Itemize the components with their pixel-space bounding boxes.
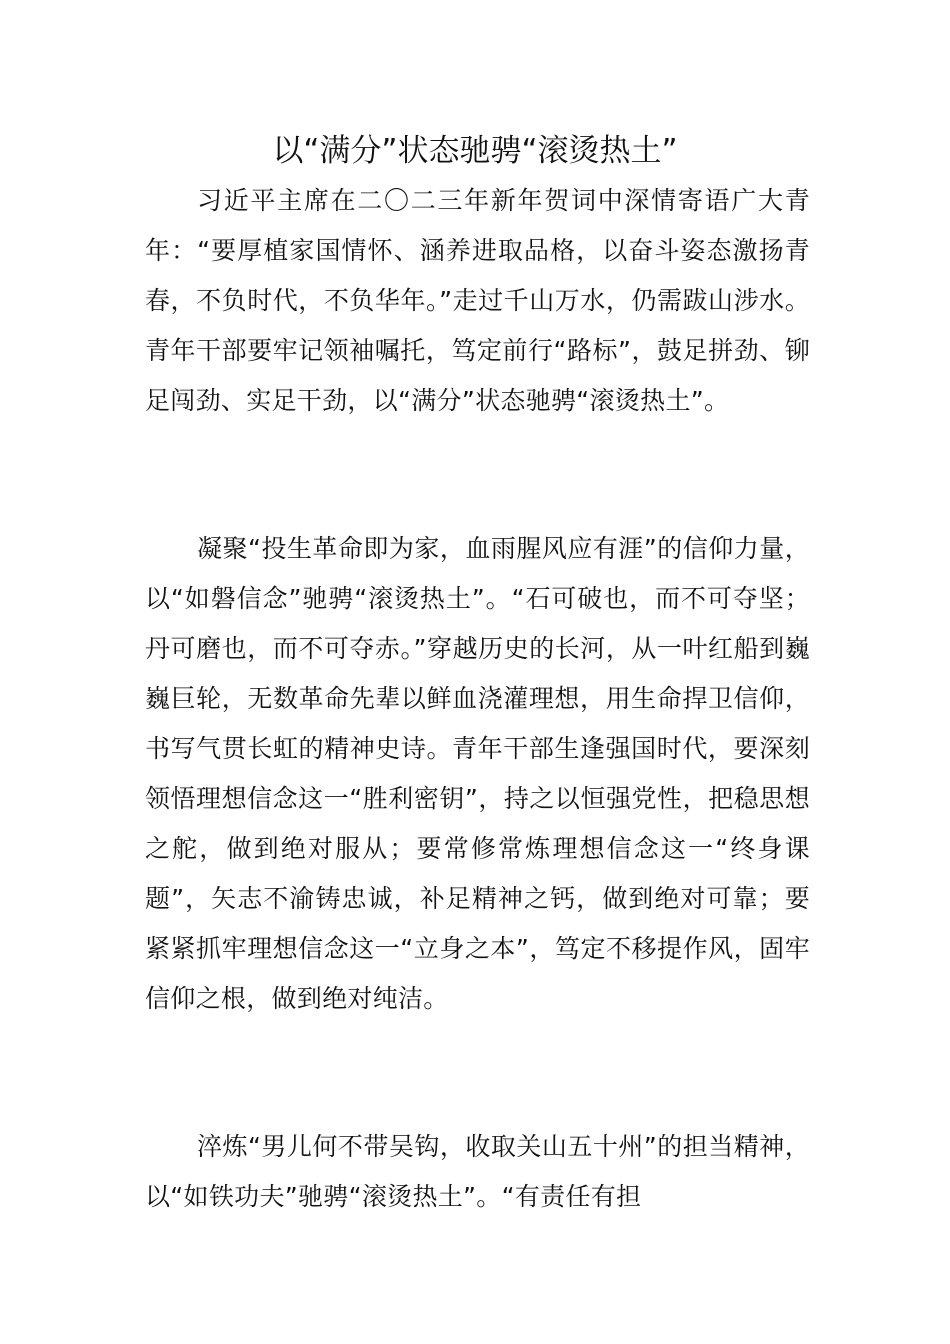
paragraph-2: 凝聚“投生革命即为家，血雨腥风应有涯”的信仰力量，以“如磐信念”驰骋“滚烫热土”。“石可破也，而不可夺坚；丹可磨也，而不可夺赤。”穿越历史的长河，从一叶红船到巍巍巨轮，无数革命先辈以鲜血浇灌理想，用生命捍卫信仰，书写气贯长虹的精神史诗。青年干部生逢强国时代，要深刻领悟理想信念这一“胜利密钥”，持之以恒强党性，把稳思想之舵，做到绝对服从；要常修常炼理想信念这一“终身课题”，矢志不渝铸忠诚，补足精神之钙，做到绝对可靠；要紧紧抓牢理想信念这一“立身之本”，笃定不移提作风，固牢信仰之根，做到绝对纯洁。 [145, 534, 810, 1013]
paragraph-3: 淬炼“男儿何不带吴钩，收取关山五十州”的担当精神，以“如铁功夫”驰骋“滚烫热土”。“有责任有担 [145, 1132, 810, 1211]
document-title: 以“满分”状态驰骋“滚烫热土” [272, 133, 678, 169]
paragraph-1: 习近平主席在二〇二三年新年贺词中深情寄语广大青年：“要厚植家国情怀、涵养进取品格，以奋斗姿态激扬青春，不负时代，不负华年。”走过千山万水，仍需跋山涉水。青年干部要牢记领袖嘱托，笃定前行“路标”，鼓足拼劲、铆足闯劲、实足干劲，以“满分”状态驰骋“滚烫热土”。 [145, 186, 810, 415]
